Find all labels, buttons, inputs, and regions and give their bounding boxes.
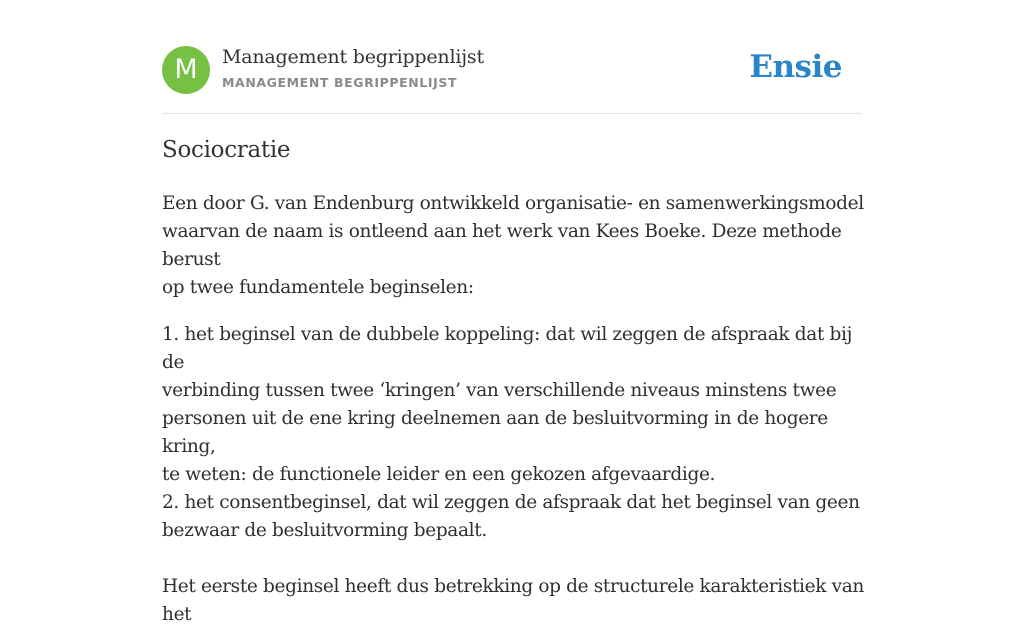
intro-line: op twee fundamentele beginselen: bbox=[162, 277, 474, 298]
point-line: te weten: de functionele leider en een gekozen afgevaardige. bbox=[162, 464, 716, 485]
intro-line: waarvan de naam is ontleend aan het werk van Kees Boeke. Deze methode berust bbox=[162, 221, 842, 270]
ensie-logo[interactable]: Ensie bbox=[749, 49, 842, 85]
point-line: 2. het consentbeginsel, dat wil zeggen de afspraak dat het beginsel van geen bbox=[162, 492, 860, 513]
header-divider bbox=[162, 113, 862, 114]
point-line: verbinding tussen twee ‘kringen’ van verschillende niveaus minstens twee bbox=[162, 380, 837, 401]
definition-body bbox=[162, 190, 867, 629]
point-line: bezwaar de besluitvorming bepaalt. bbox=[162, 520, 487, 541]
intro-line: Een door G. van Endenburg ontwikkeld organisatie- en samenwerkingsmodel bbox=[162, 193, 864, 214]
dictionary-subtitle: MANAGEMENT BEGRIPPENLIJST bbox=[222, 75, 458, 90]
closing-line: Het eerste beginsel heeft dus betrekking op de structurele karakteristiek van het bbox=[162, 576, 864, 625]
dictionary-title-link[interactable]: Management begrippenlijst bbox=[222, 46, 484, 68]
point-line: 1. het beginsel van de dubbele koppeling: dat wil zeggen de afspraak dat bij de bbox=[162, 324, 853, 373]
point-line: personen uit de ene kring deelnemen aan de besluitvorming in de hogere kring, bbox=[162, 408, 828, 457]
term-heading: Sociocratie bbox=[162, 137, 291, 163]
page-header bbox=[162, 46, 862, 96]
avatar[interactable]: M bbox=[162, 46, 210, 94]
